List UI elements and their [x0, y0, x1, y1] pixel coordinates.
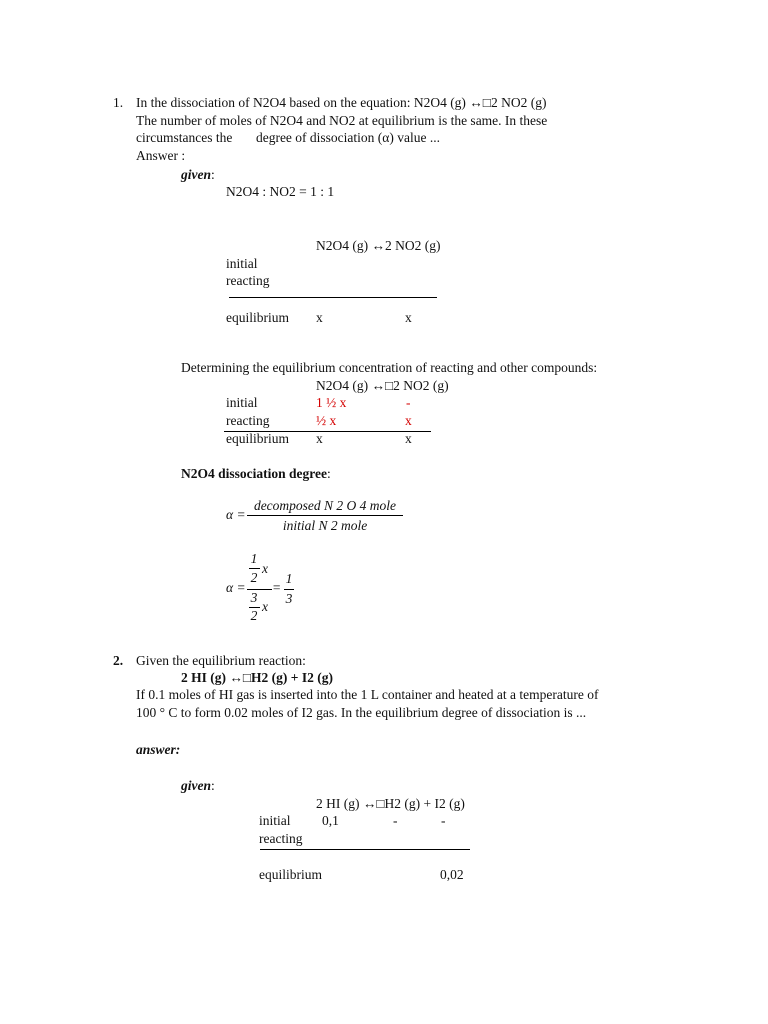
q2-table-row-equilibrium: equilibrium	[259, 867, 322, 882]
q1-determining: Determining the equilibrium concentration of reacting and other compounds:	[181, 360, 598, 375]
q1-given-label	[181, 166, 215, 183]
q2-table-divider	[260, 849, 470, 850]
q1-table2-initial-col2: -	[406, 395, 411, 410]
q1-formula2-equals: =	[272, 580, 282, 595]
q1-table2-row-initial: initial	[226, 395, 258, 410]
q1-formula2-lhs: α =	[226, 580, 246, 595]
q2-reaction: 2 HI (g) ↔□H2 (g) + I2 (g)	[181, 670, 333, 685]
q1-table2-reacting-col1: ½ x	[316, 413, 337, 428]
q1-formula1-fraction-bar	[247, 515, 403, 516]
q1-ratio: N2O4 : NO2 = 1 : 1	[226, 184, 335, 199]
q2-line3: 100 ° C to form 0.02 moles of I2 gas. In the equilibrium degree of dissociation is ...	[136, 705, 587, 720]
q2-given-colon: :	[211, 778, 215, 793]
q1-formula2-result-num: 1	[285, 571, 293, 586]
q1-table2-row-equilibrium: equilibrium	[226, 431, 289, 446]
q1-answer-label: Answer :	[136, 148, 186, 163]
q1-formula1-numerator: decomposed N 2 O 4 mole	[253, 498, 397, 513]
q1-table1-row-equilibrium: equilibrium	[226, 310, 289, 325]
q2-table-row-initial: initial	[259, 813, 291, 828]
q1-formula1-denominator: initial N 2 mole	[282, 518, 368, 533]
q1-formula2-num-inner-bar	[249, 568, 260, 569]
q1-degree-colon: :	[327, 466, 331, 481]
q2-table-row-reacting: reacting	[259, 831, 303, 846]
q1-formula1-lhs: α =	[226, 507, 246, 522]
q2-line1: Given the equilibrium reaction:	[136, 653, 306, 668]
q1-formula2-den-num: 3	[250, 590, 258, 605]
q1-table1-divider	[229, 297, 437, 298]
q2-number: 2.	[113, 653, 124, 668]
q1-given-colon: :	[211, 167, 215, 182]
q1-table2-initial-col1: 1 ½ x	[316, 395, 347, 410]
q1-number: 1.	[113, 95, 124, 110]
q1-formula2-den-x: x	[262, 599, 268, 614]
q2-table-eq-col3: 0,02	[440, 867, 464, 882]
q1-line3: circumstances the degree of dissociation (α) value ...	[136, 130, 440, 145]
q2-line2: If 0.1 moles of HI gas is inserted into the 1 L container and heated at a temperature of	[136, 687, 599, 702]
q2-answer-label: answer:	[136, 742, 181, 757]
q1-table2-eq-col2: x	[405, 431, 412, 446]
q2-given-word: given	[181, 778, 211, 793]
q1-table2-equation: N2O4 (g) ↔□2 NO2 (g)	[316, 378, 449, 393]
q1-table1-equation: N2O4 (g) ↔2 NO2 (g)	[316, 238, 441, 253]
q2-given-label	[181, 777, 215, 794]
q1-table1-eq-col1: x	[316, 310, 323, 325]
q1-table2-row-reacting: reacting	[226, 413, 270, 428]
q1-table1-row-reacting: reacting	[226, 273, 270, 288]
q1-formula2-result-bar	[284, 589, 294, 590]
q1-table2-reacting-col2: x	[405, 413, 412, 428]
q2-table-equation: 2 HI (g) ↔□H2 (g) + I2 (g)	[316, 796, 465, 811]
q1-formula2-den-den: 2	[250, 608, 258, 623]
q1-degree-heading	[181, 465, 331, 482]
q1-table1-row-initial: initial	[226, 256, 258, 271]
q1-degree-heading-text: N2O4 dissociation degree	[181, 466, 327, 481]
q1-table1-eq-col2: x	[405, 310, 412, 325]
q1-given-word: given	[181, 167, 211, 182]
q1-table2-eq-col1: x	[316, 431, 323, 446]
q1-line2: The number of moles of N2O4 and NO2 at equilibrium is the same. In these	[136, 113, 548, 128]
q1-formula2-num-x: x	[262, 561, 268, 576]
q1-formula2-num-num: 1	[250, 551, 258, 566]
q1-line1: In the dissociation of N2O4 based on the equation: N2O4 (g) ↔□2 NO2 (g)	[136, 95, 547, 110]
q1-formula2-num-den: 2	[250, 570, 258, 585]
q2-table-initial-col1: 0,1	[322, 813, 339, 828]
q2-table-initial-col3: -	[441, 813, 446, 828]
q2-table-initial-col2: -	[393, 813, 398, 828]
q1-formula2-result-den: 3	[285, 591, 293, 606]
